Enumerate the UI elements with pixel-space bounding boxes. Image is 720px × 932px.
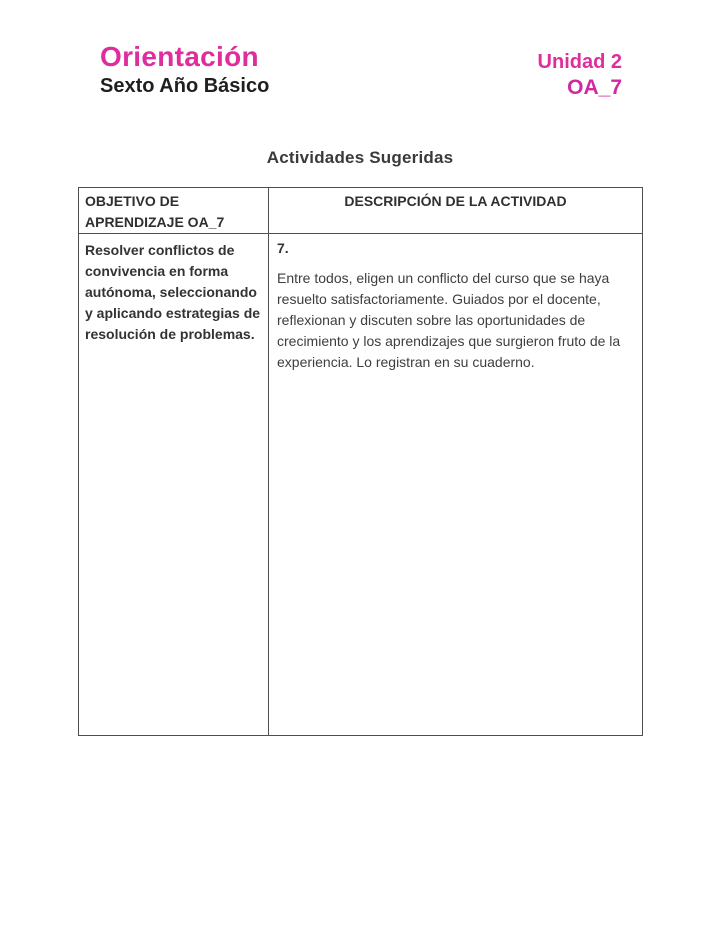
description-column-header: DESCRIPCIÓN DE LA ACTIVIDAD: [269, 188, 643, 234]
activity-text: Entre todos, eligen un conflicto del curso que se haya resuelto satisfactoriamente. Guiados por el docente, reflexionan y discuten sobre las oportunidades de crecimiento y los aprendizajes que surgieron fruto de la experiencia. Lo registran en su cuaderno.: [277, 270, 621, 370]
oa-code: OA_7: [567, 76, 622, 99]
table-row: [79, 234, 643, 736]
grade-subtitle: Sexto Año Básico: [100, 75, 270, 97]
subject-title: Orientación: [100, 41, 259, 72]
objective-cell: Resolver conflictos de convivencia en forma autónoma, seleccionando y aplicando estrategias de resolución de problemas.: [79, 234, 269, 736]
document-header-right: [538, 50, 622, 101]
document-header-left: [100, 40, 269, 99]
description-cell: [269, 234, 643, 736]
table-header-row: [79, 188, 643, 234]
section-title: Actividades Sugeridas: [266, 148, 454, 167]
unit-label: Unidad 2: [537, 51, 622, 73]
activities-table: [78, 187, 643, 736]
activity-number: 7.: [277, 240, 289, 256]
objective-column-header: OBJETIVO DE APRENDIZAJE OA_7: [79, 188, 269, 234]
